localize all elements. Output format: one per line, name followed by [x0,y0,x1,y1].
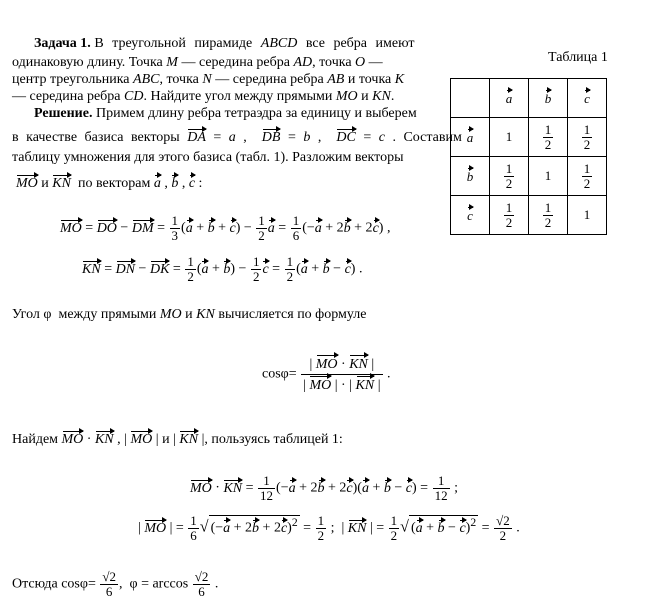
equation-dot: MO · KN = $\frac{1}{12}$ (−a + 2b + 2c)(a + b − c) = $\frac{1}{12}$ ; [190,473,458,503]
equation-kn: KN = DN − DK = $\frac{1}{2}$ (a + b) − $\frac{1}{2}$ c = $\frac{1}{2}$ (a + b − c) . [82,254,363,284]
problem-line-2: одинаковую длину. Точка M — середина ребра AD, точка O — [12,55,383,70]
problem-line-4: — середина ребра CD. Найдите угол между прямыми MO и KN. [12,89,395,104]
table-cell: $\frac{1}{2}$ [490,196,529,235]
solution-text-1: Примем длину ребра тетраэдра за единицу и выберем [95,106,417,121]
table-header: c [568,79,607,118]
table-cell: 1 [568,196,607,235]
table-cell: $\frac{1}{2}$ [568,118,607,157]
row-label: b [451,157,490,196]
table-corner [451,79,490,118]
final-answer: Отсюда cosφ= $\frac{√2}{6}$ , φ = arccos $\frac{√2}{6}$ . [12,569,219,599]
table-cell: $\frac{1}{2}$ [529,118,568,157]
table-header: a [490,79,529,118]
solution-label: Решение. [34,106,93,121]
table-row [451,196,607,235]
equation-lengths: | MO | = $\frac{1}{6}$ √ $(-a + 2b + 2c)^2$ = $\frac{1}{2}$ ; | KN | = $\frac{1}{2}$ √ $(a + b - c)^2$ = $\frac{√2}{2}$ . [138,513,520,543]
angle-sentence: Угол φ между прямыми MO и KN вычисляется по формуле [12,307,367,322]
table-row [451,118,607,157]
solution-line-2: в качестве базиса векторы DA = a , DB = b , DC = c . Составим [12,130,462,145]
equation-mo: MO = DO − DM = $\frac{1}{3}$ (a + b + c) − $\frac{1}{2}$ a = $\frac{1}{6}$ (−a + 2b + 2c) , [60,213,391,243]
table-cell: $\frac{1}{2}$ [568,157,607,196]
solution-line-3: таблицу умножения для этого базиса (табл. 1). Разложим векторы [12,150,404,165]
row-label: c [451,196,490,235]
solution-line-1 [34,106,417,122]
row-label: a [451,118,490,157]
table-cell: 1 [490,118,529,157]
cos-formula: cosφ= $\frac{| MO \cdot KN |}{| MO | \cdot | KN |}$ . [262,354,391,395]
table-cell: 1 [529,157,568,196]
problem-line-3: центр треугольника ABC, точка N — середина ребра AB и точка K [12,72,405,87]
problem-line-1 [34,36,438,52]
table-caption: Таблица 1 [548,50,608,65]
multiplication-table [450,78,607,235]
find-line: Найдем MO · KN , | MO | и | KN |, пользуясь таблицей 1: [12,432,343,447]
problem-label: Задача 1. [34,36,91,51]
table-row [451,157,607,196]
table-cell: $\frac{1}{2}$ [529,196,568,235]
solution-line-4: MO и KN по векторам a , b , c : [16,176,203,191]
table-cell: $\frac{1}{2}$ [490,157,529,196]
problem-text-1: В треугольной пирамиде ABCD все ребра имеют [94,36,415,51]
table-header: b [529,79,568,118]
table-header-row [451,79,607,118]
